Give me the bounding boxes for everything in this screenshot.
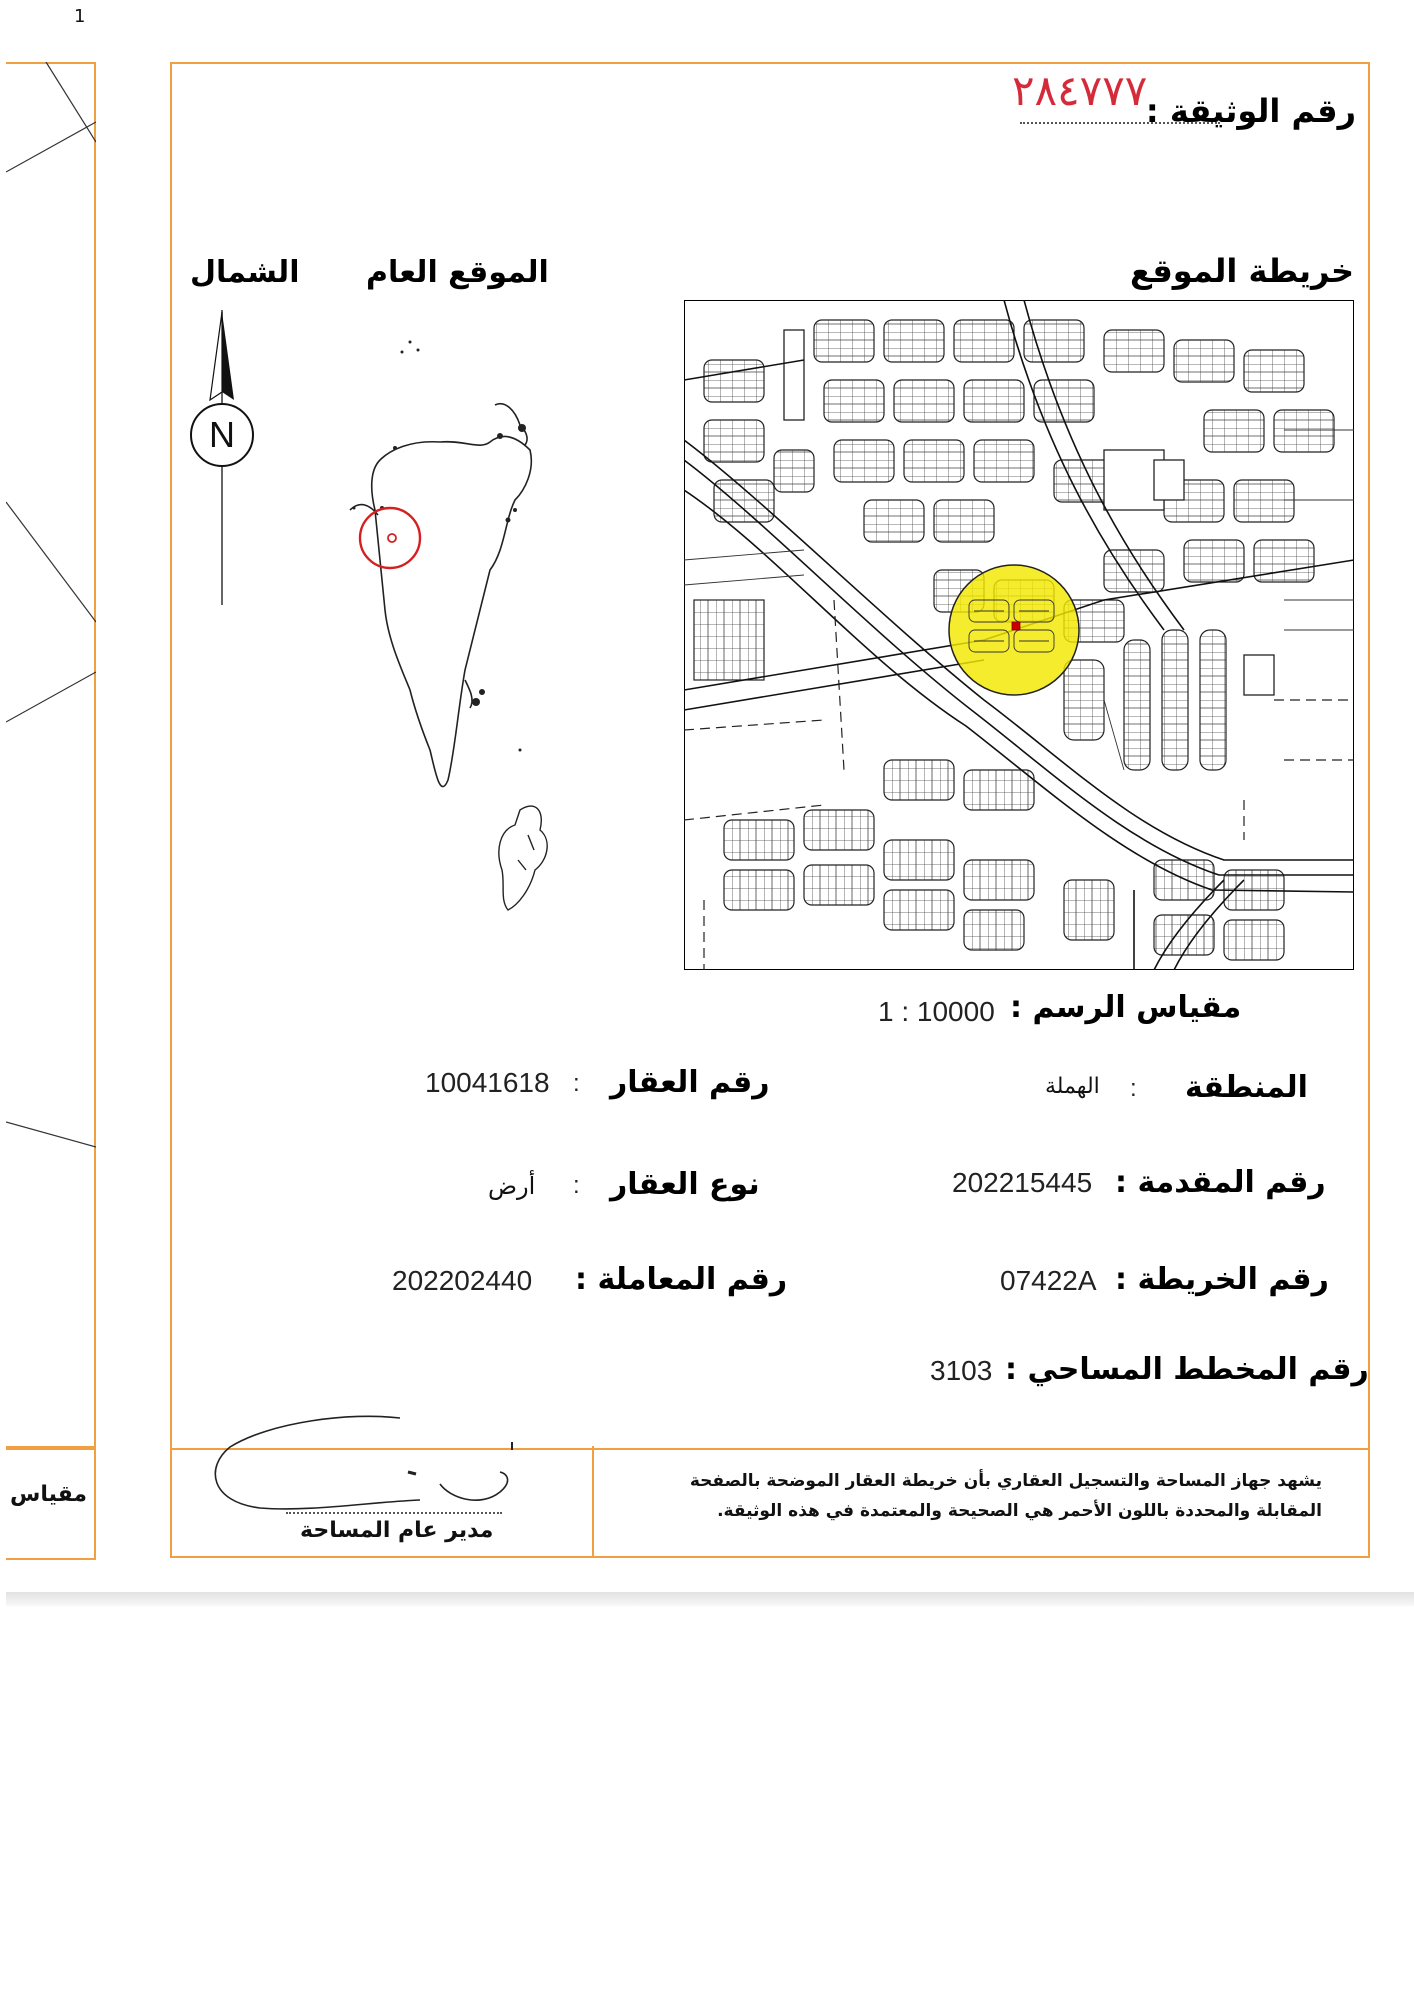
applicant-number-value: 202215445 <box>952 1167 1093 1198</box>
property-number-colon: : <box>573 1070 580 1097</box>
document-number-value: ٢٨٤٧٧٧ <box>1012 66 1148 115</box>
map-number-label: رقم الخريطة : <box>1115 1262 1329 1297</box>
overview-title: الموقع العام <box>366 255 549 290</box>
location-map <box>684 300 1354 970</box>
area-colon: : <box>1130 1075 1137 1102</box>
signature-title: مدير عام المساحة <box>300 1518 494 1543</box>
scale-value: 1 : 10000 <box>878 996 995 1027</box>
transaction-number-value: 202202440 <box>392 1265 533 1296</box>
survey-plan-number-label: رقم المخطط المساحي : <box>1005 1352 1369 1387</box>
area-value: الهملة <box>1045 1074 1100 1099</box>
certification-line-1: يشهد جهاز المساحة والتسجيل العقاري بأن خريطة العقار الموضحة بالصفحة <box>689 1471 1322 1491</box>
north-arrow <box>180 300 260 620</box>
map-number-value: 07422A <box>1000 1265 1097 1296</box>
property-type-value: أرض <box>488 1172 536 1200</box>
location-map-title: خريطة الموقع <box>1129 252 1354 290</box>
property-number-value: 10041618 <box>425 1067 550 1098</box>
overview-map <box>290 330 560 930</box>
survey-plan-number-value: 3103 <box>930 1355 993 1386</box>
property-type-colon: : <box>573 1172 580 1199</box>
document-number-label: رقم الوثيقة : <box>1145 92 1356 130</box>
bottom-divider <box>592 1446 594 1558</box>
page-marker: 1 <box>74 6 86 27</box>
page-bottom-edge <box>6 1592 1414 1606</box>
property-number-label: رقم العقار <box>610 1065 770 1100</box>
left-page-map-lines <box>6 62 96 1446</box>
property-type-label: نوع العقار <box>610 1167 760 1202</box>
area-label: المنطقة <box>1185 1070 1308 1105</box>
certification-line-2: المقابلة والمحددة باللون الأحمر هي الصحيحة والمعتمدة في هذه الوثيقة. <box>717 1501 1322 1521</box>
north-letter: N <box>209 414 235 455</box>
north-label: الشمال <box>190 255 300 290</box>
applicant-number-label: رقم المقدمة : <box>1115 1165 1326 1200</box>
signature-line <box>286 1508 502 1514</box>
transaction-number-label: رقم المعاملة : <box>575 1262 788 1297</box>
left-page-fragment: مقياس <box>10 1482 88 1507</box>
signature-mark <box>200 1412 540 1522</box>
scale-label: مقياس الرسم : <box>1010 990 1242 1025</box>
